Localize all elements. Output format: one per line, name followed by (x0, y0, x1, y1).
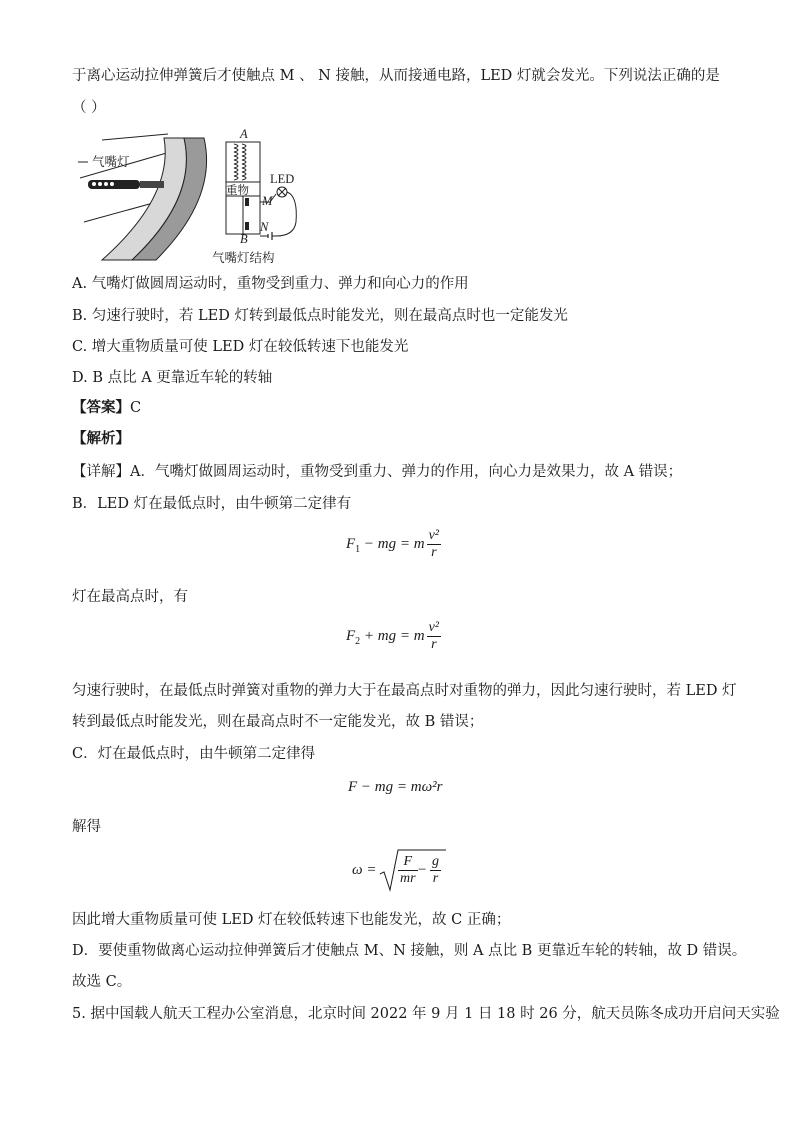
detail-b-conclusion-2: 转到最低点时能发光，则在最高点时不一定能发光，故 B 错误； (72, 714, 484, 730)
analysis-label: 【解析】 (72, 430, 130, 447)
valve-lamp-figure (72, 126, 312, 266)
detail-c-solve: 解得 (72, 819, 101, 835)
equation-3: F − mg = mω²r (348, 779, 443, 795)
label-m: M (262, 194, 273, 208)
question-stem-line2: （ ） (72, 100, 106, 116)
option-d: D. B 点比 A 更靠近车轮的转轴 (72, 370, 273, 386)
detail-c-conclusion: 因此增大重物质量可使 LED 灯在较低转速下也能发光，故 C 正确； (72, 912, 511, 928)
label-b: B (240, 232, 248, 246)
label-lamp: 气嘴灯 (92, 154, 130, 169)
answer-label: 【答案】 (72, 399, 130, 416)
label-led: LED (270, 172, 295, 186)
label-a: A (240, 127, 248, 141)
next-question: 5. 据中国载人航天工程办公室消息，北京时间 2022 年 9 月 1 日 18 时 26 分，航天员陈冬成功开启问天实验 (72, 1006, 780, 1022)
option-a: A. 气嘴灯做圆周运动时，重物受到重力、弹力和向心力的作用 (72, 276, 469, 292)
detail-c-intro: C．灯在最低点时，由牛顿第二定律得 (72, 746, 316, 762)
equation-4: ω = F mr − g r (352, 846, 452, 894)
option-b: B. 匀速行驶时，若 LED 灯转到最低点时能发光，则在最高点时也一定能发光 (72, 308, 568, 324)
label-structure: 气嘴灯结构 (212, 250, 275, 265)
question-stem-line1: 于离心运动拉伸弹簧后才使触点 M 、 N 接触，从而接通电路，LED 灯就会发光。下列说法正确的是 (72, 68, 720, 84)
option-c: C. 增大重物质量可使 LED 灯在较低转速下也能发光 (72, 339, 409, 355)
equation-1: $F_1$ − mg = m $\frac{\text{v²}}{r}$ (346, 528, 440, 560)
detail-b-intro: B．LED 灯在最低点时，由牛顿第二定律有 (72, 496, 352, 512)
detail-b-top: 灯在最高点时，有 (72, 589, 188, 605)
equation-2: $F_2$ + mg = m $\frac{\text{v²}}{r}$ (346, 620, 440, 652)
detail-b-conclusion-1: 匀速行驶时，在最低点时弹簧对重物的弹力大于在最高点时对重物的弹力，因此匀速行驶时，若 LED 灯 (72, 683, 737, 699)
answer-row (72, 398, 141, 418)
answer-value: C (130, 400, 142, 416)
label-n: N (260, 220, 269, 234)
detail-d: D．要使重物做离心运动拉伸弹簧后才使触点 M、N 接触，则 A 点比 B 更靠近车轮的转轴，故 D 错误。 (72, 943, 747, 959)
detail-a: 【详解】A．气嘴灯做圆周运动时，重物受到重力、弹力的作用，向心力是效果力，故 A 错误； (72, 464, 683, 480)
figure-drawing (72, 126, 312, 266)
final-choice: 故选 C。 (72, 974, 132, 990)
label-weight: 重物 (226, 183, 249, 197)
